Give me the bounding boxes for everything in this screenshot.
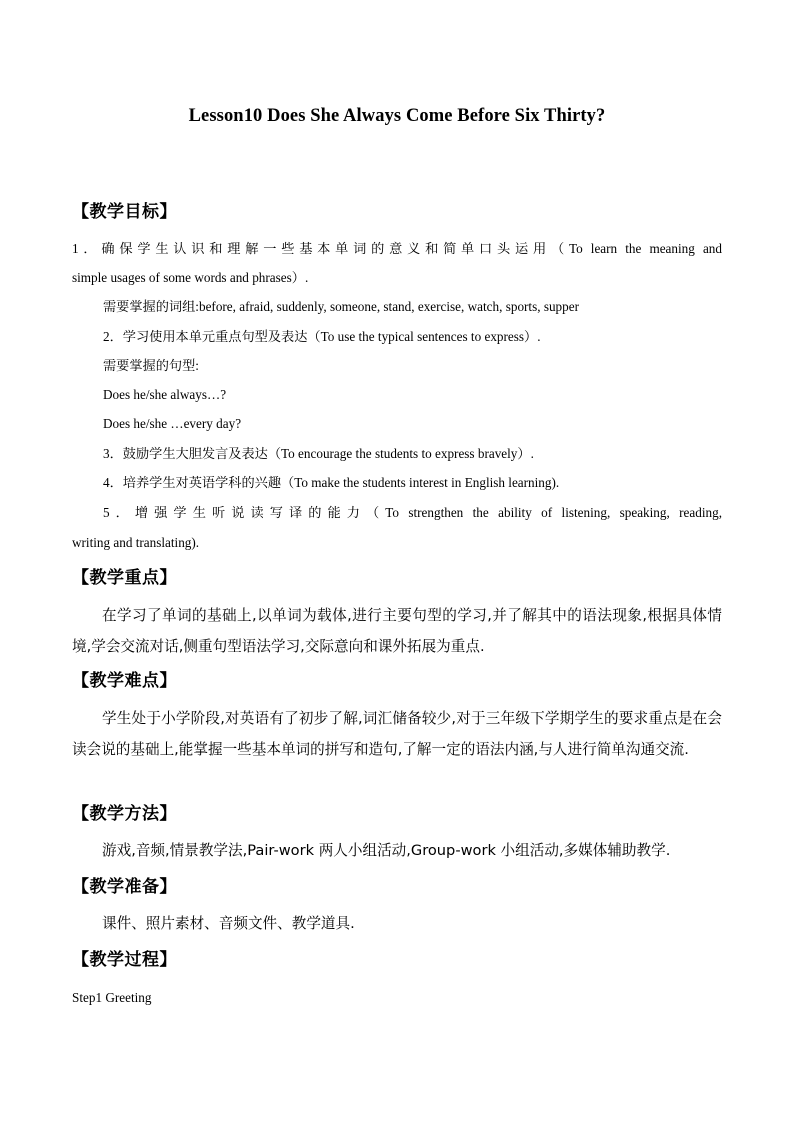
objective-item-5-line-2: writing and translating). xyxy=(72,535,200,550)
objective-item-3: 3．鼓励学生大胆发言及表达（To encourage the students to express bravely）. xyxy=(103,446,534,461)
objective-item-4: 4．培养学生对英语学科的兴趣（To make the students interest in English learning). xyxy=(103,475,560,490)
objective-item-1-line-1: 1．确保学生认识和理解一些基本单词的意义和简单口头运用（To learn the meaning and xyxy=(72,241,722,256)
objective-item-2: 2．学习使用本单元重点句型及表达（To use the typical sentences to express）. xyxy=(103,329,541,344)
pattern-label: 需要掌握的句型: xyxy=(103,358,199,373)
sentence-pattern-2: Does he/she …every day? xyxy=(103,416,242,431)
methods-heading: 【教学方法】 xyxy=(72,804,177,824)
preparation-text: 课件、照片素材、音频文件、教学道具. xyxy=(102,915,355,932)
objective-item-5-line-1: 5．增强学生听说读写译的能力（To strengthen the ability of listening, speaking, reading, xyxy=(103,505,722,520)
objective-item-1-line-2: simple usages of some words and phrases）. xyxy=(72,270,309,285)
vocabulary-line: 需要掌握的词组:before, afraid, suddenly, someone, stand, exercise, watch, sports, supper xyxy=(103,299,579,314)
sentence-pattern-1: Does he/she always…? xyxy=(103,387,227,402)
key-points-text: 在学习了单词的基础上,以单词为载体,进行主要句型的学习,并了解其中的语法现象,根据具体情境,学会交流对话,侧重句型语法学习,交际意向和课外拓展为重点. xyxy=(72,607,722,655)
difficulties-text: 学生处于小学阶段,对英语有了初步了解,词汇储备较少,对于三年级下学期学生的要求重点是在会读会说的基础上,能掌握一些基本单词的拼写和造句,了解一定的语法内涵,与人进行简单沟通交流. xyxy=(72,710,722,758)
step-1: Step1 Greeting xyxy=(72,990,152,1005)
process-heading: 【教学过程】 xyxy=(72,950,177,970)
methods-text: 游戏,音频,情景教学法,Pair-work 两人小组活动,Group-work 小组活动,多媒体辅助教学. xyxy=(102,842,671,859)
preparation-heading: 【教学准备】 xyxy=(72,877,177,897)
lesson-title: Lesson10 Does She Always Come Before Six Thirty? xyxy=(188,106,606,126)
key-points-heading: 【教学重点】 xyxy=(72,568,177,588)
objectives-heading: 【教学目标】 xyxy=(72,202,177,222)
difficulties-heading: 【教学难点】 xyxy=(72,671,177,691)
